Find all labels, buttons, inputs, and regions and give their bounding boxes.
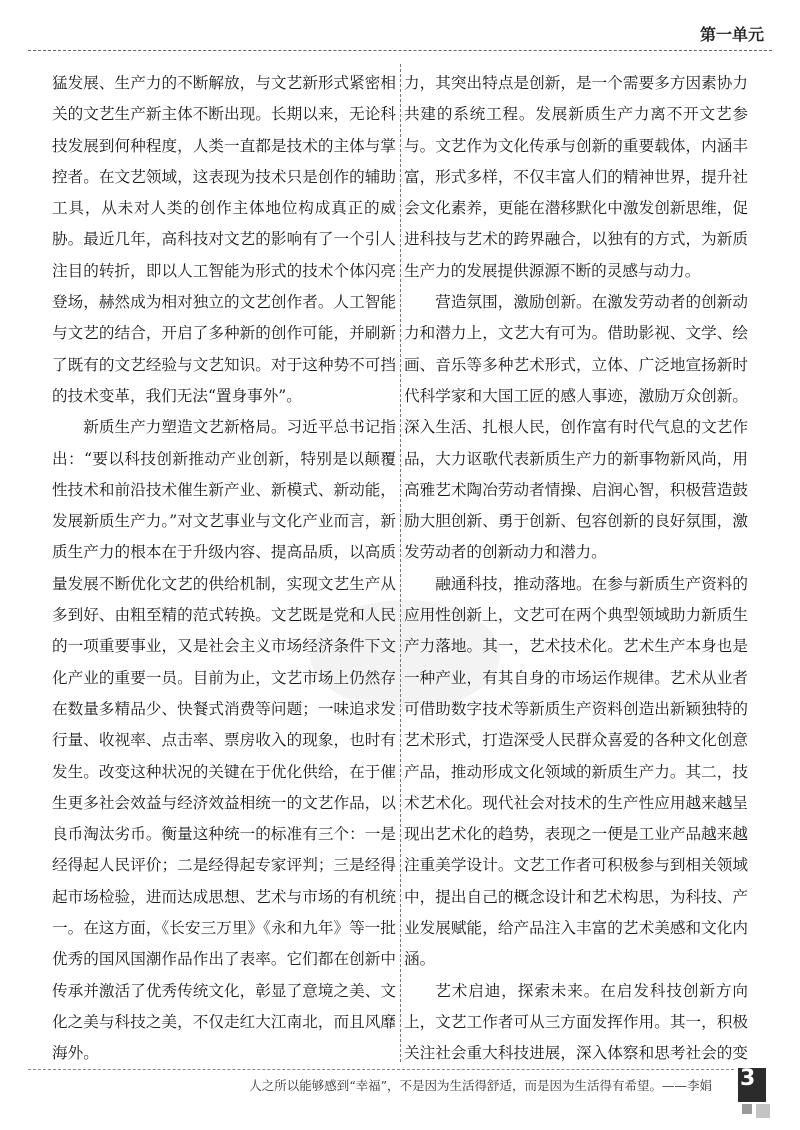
- paragraph: 营造氛围，激励创新。在激发劳动者的创新动力和潜力上，文艺大有可为。借助影视、文学、绘画、音乐等多种艺术形式，立体、广泛地宣扬新时代科学家和大国工匠的感人事迹，激励万众创新。深入生活、扎根人民，创作富有时代气息的文艺作品，大力讴歌代表新质生产力的新事物新风尚，用高雅艺术陶冶劳动者情操、启润心智，积极营造鼓励大胆创新、勇于创新、包容创新的良好氛围，激发劳动者的创新动力和潜力。: [404, 293, 748, 562]
- decorative-square: [742, 1104, 752, 1114]
- footer-quote: 人之所以能够感到“幸福”，不是因为生活得舒适，而是因为生活得有希望。——李娟: [249, 1078, 712, 1093]
- footer-divider: [28, 1069, 734, 1070]
- header-divider: [28, 50, 772, 51]
- paragraph: 融通科技，推动落地。在参与新质生产资料的应用性创新上，文艺可在两个典型领域助力新质生产力落地。其一，艺术技术化。艺术生产本身也是一种产业，有其自身的市场运作规律。艺术从业者可借助数字技术等新质生产资料创造出新颖独特的艺术形式，打造深受人民群众喜爱的各种文化创意产品，推动形成文化领域的新质生产力。其二，技术艺术化。现代社会对技术的生产性应用越来越呈现出艺术化的趋势，表现之一便是工业产品越来越注重美学设计。文艺工作者可积极参与到相关领域中，提出自己的概念设计和艺术构思，为科技、产业发展赋能，给产品注入丰富的艺术美感和文化内涵。: [404, 574, 748, 969]
- right-column: [404, 68, 748, 1068]
- paragraph: 力，其突出特点是创新，是一个需要多方因素协力共建的系统工程。发展新质生产力离不开文艺参与。文艺作为文化传承与创新的重要载体，内涵丰富，形式多样，不仅丰富人们的精神世界，提升社会文化素养，更能在潜移默化中激发创新思维，促进科技与艺术的跨界融合，以独有的方式，为新质生产力的发展提供源源不断的灵感与动力。: [404, 74, 748, 280]
- page-number: 3: [740, 1066, 756, 1091]
- unit-label: 第一单元: [699, 25, 764, 44]
- paragraph: 新质生产力塑造文艺新格局。习近平总书记指出：“要以科技创新推动产业创新，特别是以颠覆性技术和前沿技术催生新产业、新模式、新动能，发展新质生产力。”对文艺事业与文化产业而言，新质生产力的根本在于升级内容、提高品质，以高质量发展不断优化文艺的供给机制，实现文艺生产从多到好、由粗至精的范式转换。文艺既是党和人民的一项重要事业，又是社会主义市场经济条件下文化产业的重要一员。目前为止，文艺市场上仍然存在数量多精品少、快餐式消费等问题；一味追求发行量、收视率、点击率、票房收入的现象，也时有发生。改变这种状况的关键在于优化供给，在于催生更多社会效益与经济效益相统一的文艺作品，以良币淘汰劣币。衡量这种统一的标准有三个：一是经得起人民评价；二是经得起专家评判；三是经得起市场检验，进而达成思想、艺术与市场的有机统一。在这方面，《长安三万里》《永和九年》等一批优秀的国风国潮作品作出了表率。它们都在创新中传承并激活了优秀传统文化，彰显了意境之美、文化之美与科技之美，不仅走红大江南北，而且风靡海外。: [52, 418, 396, 1063]
- column-divider: [400, 64, 401, 1062]
- paragraph: 猛发展、生产力的不断解放，与文艺新形式紧密相关的文艺生产新主体不断出现。长期以来，无论科技发展到何种程度，人类一直都是技术的主体与掌控者。在文艺领域，这表现为技术只是创作的辅助工具，从未对人类的创作主体地位构成真正的威胁。最近几年，高科技对文艺的影响有了一个引人注目的转折，即以人工智能为形式的技术个体闪亮登场，赫然成为相对独立的文艺创作者。人工智能与文艺的结合，开启了多种新的创作可能，并刷新了既有的文艺经验与文艺知识。对于这种势不可挡的技术变革，我们无法“置身事外”。: [52, 74, 396, 405]
- decorative-square: [756, 1104, 770, 1118]
- left-column: [52, 68, 396, 1068]
- paragraph: 艺术启迪，探索未来。在启发科技创新方向上，文艺工作者可从三方面发挥作用。其一，积极关注社会重大科技进展，深入体察和思考社会的变: [404, 981, 748, 1063]
